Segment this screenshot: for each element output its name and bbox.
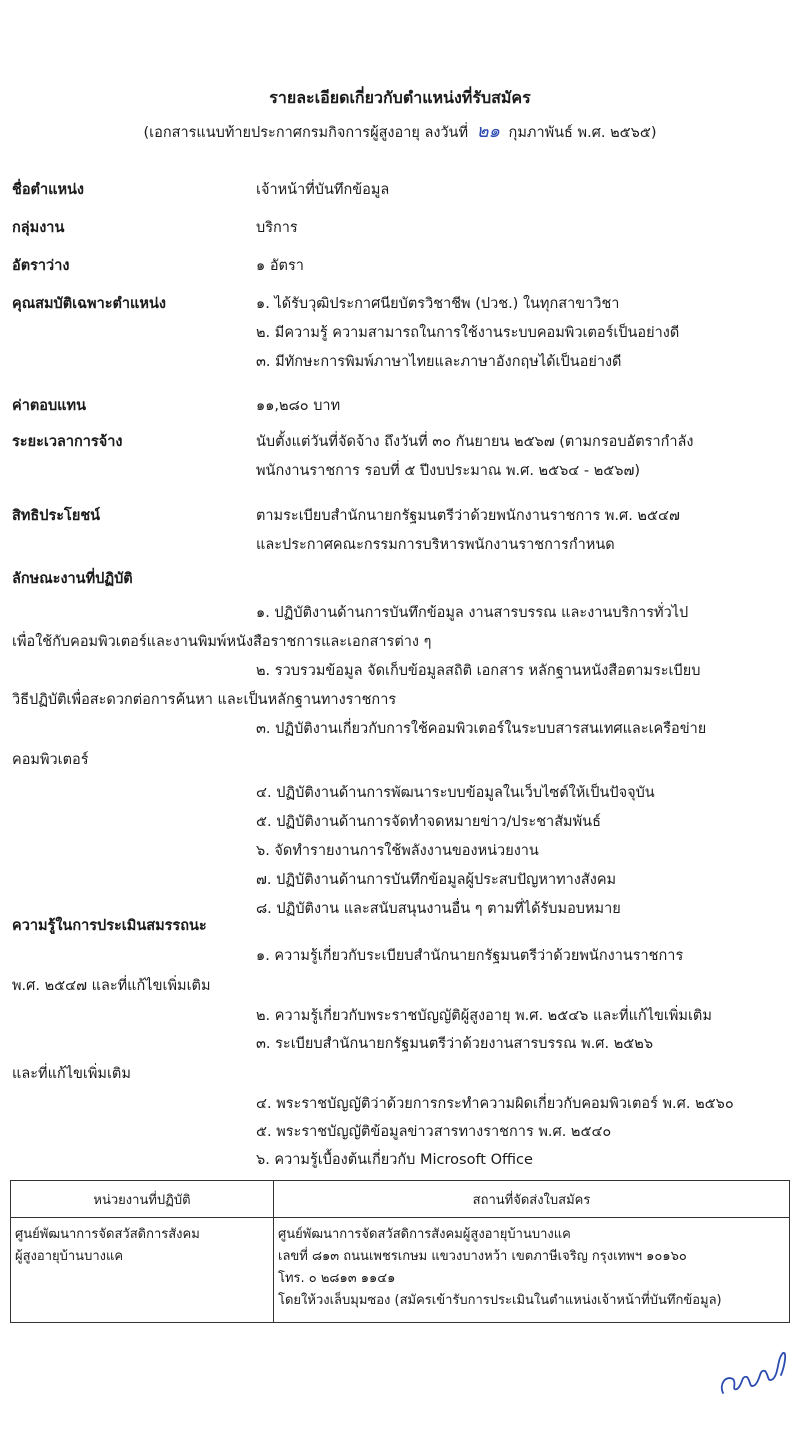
qualification-item: ๓. มีทักษะการพิมพ์ภาษาไทยและภาษาอังกฤษได้เป็นอย่างดี <box>256 354 622 370</box>
benefits-line: และประกาศคณะกรรมการบริหารพนักงานราชการกำหนด <box>256 537 615 553</box>
duty-item: ๒. รวบรวมข้อมูล จัดเก็บข้อมูลสถิติ เอกสาร หลักฐานหนังสือตามระเบียบ <box>256 663 701 679</box>
knowledge-item: ๕. พระราชบัญญัติข้อมูลข่าวสารทางราชการ พ.ศ. ๒๕๔๐ <box>256 1124 612 1140</box>
group-value: บริการ <box>256 220 298 236</box>
knowledge-item: ๒. ความรู้เกี่ยวกับพระราชบัญญัติผู้สูงอายุ พ.ศ. ๒๕๔๖ และที่แก้ไขเพิ่มเติม <box>256 1008 712 1024</box>
duty-item: ๔. ปฏิบัติงานด้านการพัฒนาระบบข้อมูลในเว็บไซต์ให้เป็นปัจจุบัน <box>256 785 655 801</box>
duty-item: ๓. ปฏิบัติงานเกี่ยวกับการใช้คอมพิวเตอร์ในระบบสารสนเทศและเครือข่าย <box>256 721 707 737</box>
qualification-item: ๑. ได้รับวุฒิประกาศนียบัตรวิชาชีพ (ปวช.) ในทุกสาขาวิชา <box>256 296 620 312</box>
knowledge-heading: ความรู้ในการประเมินสมรรถนะ <box>12 918 207 934</box>
address-cell <box>274 1218 790 1323</box>
signature-icon <box>715 1345 793 1405</box>
duration-line: พนักงานราชการ รอบที่ ๕ ปีงบประมาณ พ.ศ. ๒๕๖๔ - ๒๕๖๗) <box>256 463 641 479</box>
knowledge-item: ๑. ความรู้เกี่ยวกับระเบียบสำนักนายกรัฐมนตรีว่าด้วยพนักงานราชการ <box>256 948 684 964</box>
table-header-row <box>11 1181 790 1218</box>
duty-item: ๗. ปฏิบัติงานด้านการบันทึกข้อมูลผู้ประสบปัญหาทางสังคม <box>256 872 617 888</box>
table-header-address: สถานที่จัดส่งใบสมัคร <box>274 1181 790 1218</box>
position-value: เจ้าหน้าที่บันทึกข้อมูล <box>256 182 390 198</box>
vacancy-label: อัตราว่าง <box>12 258 70 274</box>
vacancy-value: ๑ อัตรา <box>256 258 304 274</box>
duty-item: ๕. ปฏิบัติงานด้านการจัดทำจดหมายข่าว/ประชาสัมพันธ์ <box>256 814 601 830</box>
handwritten-signature <box>715 1345 793 1409</box>
knowledge-item: ๔. พระราชบัญญัติว่าด้วยการกระทำความผิดเกี่ยวกับคอมพิวเตอร์ พ.ศ. ๒๕๖๐ <box>256 1096 734 1112</box>
duty-item: ๖. จัดทำรายงานการใช้พลังงานของหน่วยงาน <box>256 843 539 859</box>
table-row <box>11 1218 790 1323</box>
benefits-line: ตามระเบียบสำนักนายกรัฐมนตรีว่าด้วยพนักงานราชการ พ.ศ. ๒๕๔๗ <box>256 508 680 524</box>
group-label: กลุ่มงาน <box>12 220 65 236</box>
address-line: โดยให้วงเล็บมุมซอง (สมัครเข้ารับการประเมินในตำแหน่งเจ้าหน้าที่บันทึกข้อมูล) <box>278 1293 722 1308</box>
table-header-unit: หน่วยงานที่ปฏิบัติ <box>11 1181 274 1218</box>
compensation-label: ค่าตอบแทน <box>12 398 86 414</box>
knowledge-item: ๓. ระเบียบสำนักนายกรัฐมนตรีว่าด้วยงานสารบรรณ พ.ศ. ๒๕๒๖ <box>256 1036 654 1052</box>
duration-line: นับตั้งแต่วันที่จัดจ้าง ถึงวันที่ ๓๐ กันยายน ๒๕๖๗ (ตามกรอบอัตรากำลัง <box>256 434 694 450</box>
subtitle-prefix: (เอกสารแนบท้ายประกาศกรมกิจการผู้สูงอายุ ลงวันที่ <box>143 125 469 141</box>
compensation-value: ๑๑,๒๘๐ บาท <box>256 398 341 414</box>
duty-item-continuation: คอมพิวเตอร์ <box>12 752 89 768</box>
duty-item-continuation: เพื่อใช้กับคอมพิวเตอร์และงานพิมพ์หนังสือราชการและเอกสารต่าง ๆ <box>12 634 432 650</box>
subtitle-suffix: กุมภาพันธ์ พ.ศ. ๒๕๖๕) <box>508 125 657 141</box>
document-title: รายละเอียดเกี่ยวกับตำแหน่งที่รับสมัคร <box>269 88 531 107</box>
duty-item-continuation: วิธีปฏิบัติเพื่อสะดวกต่อการค้นหา และเป็นหลักฐานทางราชการ <box>12 692 397 708</box>
position-label: ชื่อตำแหน่ง <box>12 182 85 198</box>
duties-heading: ลักษณะงานที่ปฏิบัติ <box>12 571 133 587</box>
knowledge-item-continuation: และที่แก้ไขเพิ่มเติม <box>12 1066 131 1082</box>
address-line: ศูนย์พัฒนาการจัดสวัสดิการสังคมผู้สูงอายุบ้านบางแค <box>278 1227 571 1242</box>
benefits-label: สิทธิประโยชน์ <box>12 508 101 524</box>
knowledge-item-continuation: พ.ศ. ๒๕๔๗ และที่แก้ไขเพิ่มเติม <box>12 978 211 994</box>
knowledge-item: ๖. ความรู้เบื้องต้นเกี่ยวกับ Microsoft Office <box>256 1152 533 1168</box>
application-office-table <box>10 1180 790 1323</box>
unit-line: ผู้สูงอายุบ้านบางแค <box>15 1249 124 1264</box>
unit-line: ศูนย์พัฒนาการจัดสวัสดิการสังคม <box>15 1227 200 1242</box>
duty-item: ๑. ปฏิบัติงานด้านการบันทึกข้อมูล งานสารบรรณ และงานบริการทั่วไป <box>256 605 689 621</box>
unit-cell <box>11 1218 274 1323</box>
address-line: โทร. ๐ ๒๘๑๓ ๑๑๔๑ <box>278 1271 396 1286</box>
duty-item: ๘. ปฏิบัติงาน และสนับสนุนงานอื่น ๆ ตามที่ได้รับมอบหมาย <box>256 901 621 917</box>
subtitle-day-handwritten: ๒๑ <box>476 121 500 142</box>
duration-label: ระยะเวลาการจ้าง <box>12 434 123 450</box>
qualification-item: ๒. มีความรู้ ความสามารถในการใช้งานระบบคอมพิวเตอร์เป็นอย่างดี <box>256 325 680 341</box>
document-subtitle <box>0 116 800 145</box>
address-line: เลขที่ ๘๑๓ ถนนเพชรเกษม แขวงบางหว้า เขตภาษีเจริญ กรุงเทพฯ ๑๐๑๖๐ <box>278 1249 687 1264</box>
qualifications-label: คุณสมบัติเฉพาะตำแหน่ง <box>12 296 166 312</box>
